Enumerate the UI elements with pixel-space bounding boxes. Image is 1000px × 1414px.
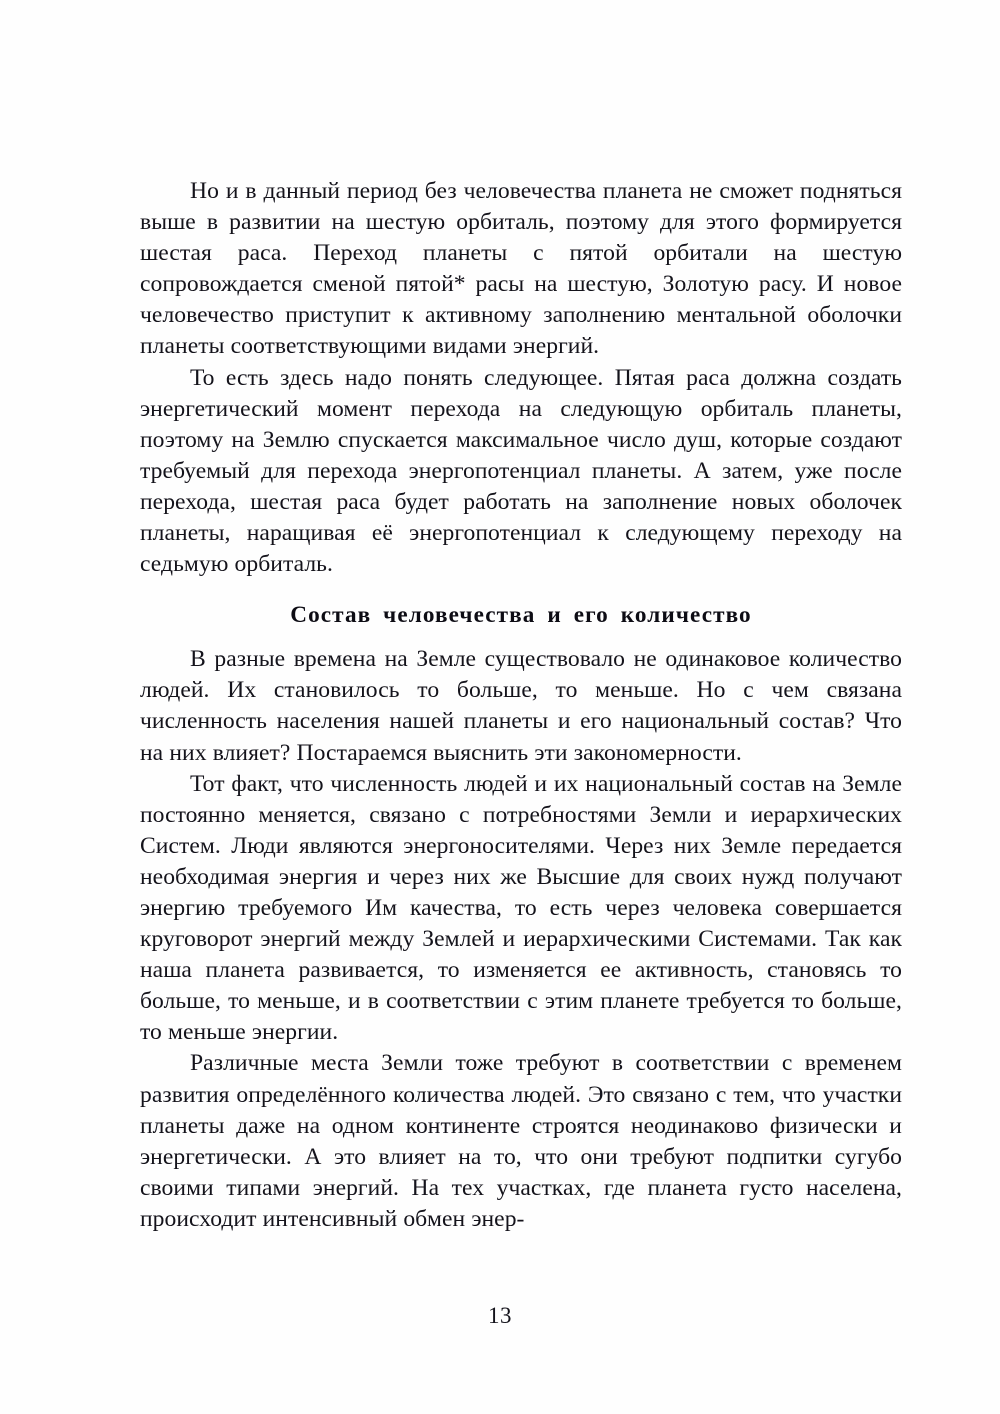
- text-column: [140, 176, 902, 1235]
- paragraph-2: То есть здесь надо понять следующее. Пятая раса должна создать энергетический момент перехода на следующую орбиталь планеты, поэтому на Землю спускается максимальное число душ, которые создают требуемый для перехода энергопотенциал планеты. А затем, уже после перехода, шестая раса будет работать на заполнение новых оболочек планеты, наращивая её энергопотенциал к следующему переходу на седьмую орбиталь.: [140, 364, 902, 578]
- paragraph-3: В разные времена на Земле существовало не одинаковое количество людей. Их становилось то больше, то меньше. Но с чем связана численность населения нашей планеты и его национальный состав? Что на них влияет? Постараемся выяснить эти закономерности.: [140, 646, 902, 766]
- page-number: 13: [488, 1303, 512, 1328]
- section-heading: Состав человечества и его количество: [290, 602, 752, 629]
- paragraph-1: Но и в данный период без человечества планета не сможет подняться выше в развитии на шестую орбиталь, поэтому для этого формируется шестая раса. Переход планеты с пятой орбитали на шестую сопровождается сменой пятой* расы на шестую, Золотую расу. И новое человечество приступит к активному заполнению ментальной оболочки планеты соответствующими видами энергий.: [140, 178, 902, 360]
- paragraph-4: Тот факт, что численность людей и их национальный состав на Земле постоянно меняется, связано с потребностями Земли и иерархических Систем. Люди являются энергоносителями. Через них Земле передается необходимая энергия и через них же Высшие для своих нужд получают энергию требуемого Им качества, то есть через человека совершается круговорот энергий между Землей и иерархическими Системами. Так как наша планета развивается, то изменяется ее активность, становясь то больше, то меньше, и в соответствии с этим планете требуется то больше, то меньше энергии.: [140, 770, 902, 1046]
- paragraph-5: Различные места Земли тоже требуют в соответствии с временем развития определённого количества людей. Это связано с тем, что участки планеты даже на одном континенте строятся неодинаково физически и энергетически. А это влияет на то, что они требуют подпитки сугубо своими типами энергий. На тех участках, где планета густо населена, происходит интенсивный обмен энер-: [140, 1050, 902, 1232]
